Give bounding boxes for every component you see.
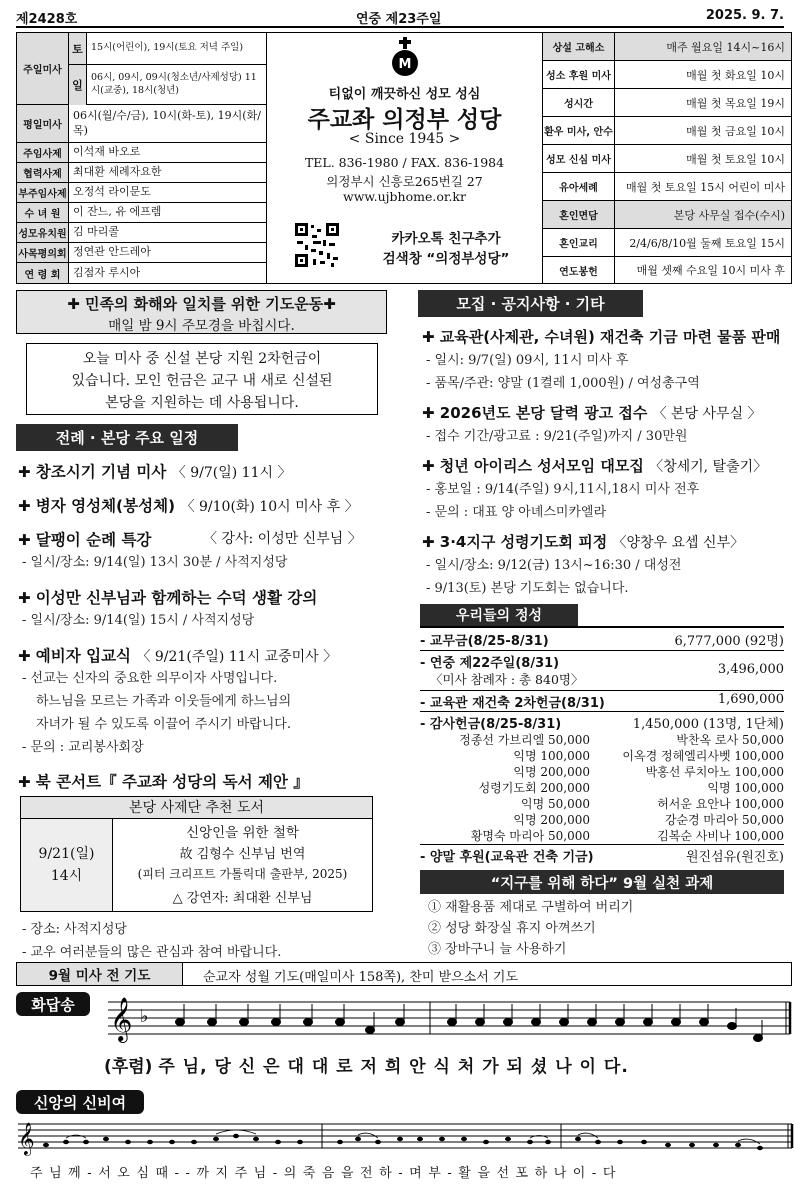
service-label: 혼인교리 [543, 229, 615, 256]
notice-item [422, 531, 744, 552]
cross-icon: ✚ [18, 589, 36, 607]
item-subline: 하느님을 모르는 가족과 이웃들에게 하느님의 [36, 694, 292, 709]
service-label: 유아세례 [543, 173, 615, 200]
svg-text:M: M [398, 57, 412, 72]
item-subline: 자녀가 될 수 있도록 이끌어 주시기 바랍니다. [36, 717, 291, 732]
liturgy-item [18, 644, 337, 666]
donor-entry: 강순경 마리아 50,000 [664, 813, 784, 827]
church-info [267, 33, 542, 283]
staff-row [17, 263, 267, 283]
book-translator: 故 김형수 신부님 번역 [179, 847, 306, 862]
prayer-campaign-box [16, 290, 387, 334]
item-subline: - 선교는 신자의 중요한 의무이자 사명입니다. [22, 671, 278, 686]
church-logo-icon [389, 37, 421, 77]
saturday-row [69, 33, 267, 65]
offering-label: - 연중 제22주일(8/31) [420, 656, 560, 671]
cross-icon: ✚ [422, 328, 440, 346]
service-time: 매월 셋째 수요일 10시 미사 후 [636, 264, 785, 277]
item-subline: - 문의 : 교리봉사회장 [22, 740, 144, 755]
collection-notice-line: 있습니다. 모인 헌금은 교구 내 새로 신설된 [71, 373, 333, 389]
since-year: < Since 1945 > [348, 131, 461, 147]
notice-item [422, 402, 762, 423]
service-time: 매월 첫 목요일 19시 [686, 96, 785, 110]
service-time: 매월 첫 토요일 15시 어린이 미사 [626, 180, 785, 194]
church-address: 의정부시 신흥로265번길 27 [326, 174, 483, 189]
church-name: 주교좌 의정부 성당 [307, 107, 502, 133]
service-label: 환우 미사, 안수 [543, 117, 615, 144]
offering-label: - 감사헌금(8/25-8/31) [420, 717, 562, 732]
mass-prayer-bar [16, 962, 792, 986]
service-time: 매주 월요일 14시~16시 [666, 40, 785, 54]
divider [420, 711, 784, 712]
sunday-times: 06시, 09시, 09시(청소년/사제성당) 11시(교중), 18시(청년) [91, 72, 257, 96]
treble-clef-icon: 𝄞 [110, 997, 133, 1041]
book-event-date [21, 819, 113, 911]
staff-value: 김점자 루시아 [73, 265, 141, 279]
event-time: 14시 [50, 868, 83, 884]
weekday-mass-row [17, 105, 267, 143]
offering-value: 6,777,000 (92명) [674, 634, 784, 649]
collection-notice-line: 본당을 지원하는 데 사용됩니다. [105, 395, 299, 411]
cross-icon: ✚ [18, 773, 36, 791]
flat-icon: ♭ [140, 1006, 149, 1027]
saturday-times: 15시(어린이), 19시(토요 저녁 주일) [91, 42, 244, 54]
mystery-staff [16, 1118, 794, 1160]
item-subline: - 일시/장소: 9/14(일) 15시 / 사적지성당 [22, 613, 255, 628]
item-title: 교육관(사제관, 수녀원) 재건축 기금 마련 물품 판매 [439, 328, 781, 346]
issue-number: 제2428호 [16, 12, 78, 27]
issue-header [16, 6, 784, 28]
book-speaker: △ 강연자: 최대환 신부님 [172, 891, 313, 906]
item-subline: - 품목/주관: 양말 (1켤레 1,000원) / 여성총구역 [426, 376, 700, 391]
offering-row [420, 652, 784, 677]
donor-entry: 황명숙 마리아 50,000 [470, 829, 590, 843]
cross-icon: ✚ [422, 533, 440, 551]
item-detail: 〈 본당 사무실 〉 [652, 406, 762, 422]
earth-section-header: “지구를 위해 하다” 9월 실천 과제 [420, 870, 784, 894]
donor-entry: 박찬옥 로사 50,000 [676, 733, 784, 747]
staff-row [17, 143, 267, 163]
item-title: 예비자 입교식 [35, 647, 132, 665]
donor-entry: 이옥경 정헤엘리사벳 100,000 [622, 749, 784, 763]
divider [420, 626, 784, 628]
responsory-label: 화답송 [16, 992, 90, 1016]
service-row [543, 201, 791, 229]
service-row [543, 33, 791, 61]
mass-prayer-label: 9월 미사 전 기도 [17, 963, 183, 985]
item-subline: - 일시/장소: 9/12(금) 13시~16:30 / 대성전 [426, 558, 682, 573]
sunday-row [69, 65, 267, 105]
offering-label: - 양말 후원(교육관 건축 기금) [420, 850, 594, 865]
mass-prayer-text: 순교자 성월 기도(매일미사 158쪽), 찬미 받으소서 기도 [203, 970, 519, 985]
refrain-marker: (후렴) [104, 1057, 153, 1077]
item-title: 창조시기 기념 미사 [35, 463, 167, 481]
donor-entry: 익명 50,000 [521, 797, 590, 811]
cross-icon: ✚ [18, 497, 36, 515]
book-publisher: (피터 크리프트 가톨릭대 출판부, 2025) [137, 867, 348, 881]
staff-value: 김 마리콜 [73, 225, 120, 239]
service-row [543, 173, 791, 201]
donor-entry: 박홍선 루치아노 100,000 [645, 765, 784, 779]
collection-notice-line: 오늘 미사 중 신설 본당 지원 2차헌금이 [82, 351, 322, 367]
refrain-text: 주 님, 당 신 은 대 대 로 저 희 안 식 처 가 되 셨 나 이 다. [158, 1057, 629, 1077]
item-subline: - 교우 여러분들의 많은 관심과 참여 바랍니다. [22, 945, 282, 960]
service-label: 성소 후원 미사 [543, 61, 615, 88]
staff-label: 부주임사제 [17, 183, 69, 202]
weekday-mass-label: 평일미사 [17, 105, 69, 142]
offering-value: 1,450,000 (13명, 1단체) [632, 717, 784, 732]
book-title: 신앙인을 위한 철학 [186, 825, 299, 841]
notice-item [422, 326, 780, 347]
service-time: 매월 첫 토요일 10시 [686, 152, 785, 166]
service-row [543, 61, 791, 89]
staff-row [17, 183, 267, 203]
right-info [542, 33, 791, 283]
item-title: 병자 영성체(봉성체) [35, 497, 176, 515]
liturgy-item [18, 528, 151, 550]
responsory-lyric [104, 1052, 629, 1077]
donor-entry: 익명 200,000 [513, 813, 590, 827]
item-subline: - 장소: 사적지성당 [22, 922, 127, 937]
info-table [16, 32, 792, 284]
divider [420, 690, 784, 691]
staff-row [17, 163, 267, 183]
offering-attendance: 〈미사 참례자 : 총 840명〉 [430, 672, 584, 687]
service-label: 상설 고해소 [543, 33, 615, 60]
staff-row [17, 223, 267, 243]
weekday-mass-times: 06시(월/수/금), 10시(화-토), 19시(화/목) [73, 108, 261, 137]
offering-row [420, 846, 784, 865]
item-detail: 〈 9/10(화) 10시 미사 후 〉 [180, 499, 359, 515]
staff-row [17, 243, 267, 263]
service-row [543, 89, 791, 117]
staff-label: 주임사제 [17, 143, 69, 162]
staff-label: 성모유치원 [17, 223, 69, 242]
donor-entry: 김복순 사비나 100,000 [657, 829, 784, 843]
item-title: 3·4지구 성령기도회 피정 [439, 533, 608, 551]
staff-value: 이 잔느, 유 에프렘 [73, 205, 162, 219]
cross-icon: ✚ [422, 457, 440, 475]
kakao-add-friend: 카카오톡 친구추가 [391, 231, 501, 247]
service-row [543, 257, 791, 283]
service-label: 성모 신심 미사 [543, 145, 615, 172]
staff-label: 수 녀 원 [17, 203, 69, 222]
item-detail: 〈창세기, 탈출기〉 [649, 459, 768, 475]
item-subline: - 일시: 9/7(일) 09시, 11시 미사 후 [426, 353, 629, 368]
offering-row [420, 713, 784, 732]
book-box-header: 본당 사제단 추천 도서 [21, 797, 372, 819]
prayer-campaign-title: ✚ 민족의 화해와 일치를 위한 기도운동✚ [67, 295, 336, 313]
service-row [543, 117, 791, 145]
earth-task: ② 성당 화장실 휴지 아껴쓰기 [428, 921, 596, 936]
donor-list [420, 731, 784, 847]
item-subline: - 접수 기간/광고료 : 9/21(주일)까지 / 30만원 [426, 429, 688, 444]
sunday-mass-label: 주일미사 [17, 33, 69, 104]
item-title: 북 콘서트『 주교좌 성당의 독서 제안 』 [35, 773, 309, 791]
item-subline: - 9/13(토) 본당 기도회는 없습니다. [426, 581, 629, 596]
notice-item [422, 455, 767, 476]
liturgy-item [18, 586, 317, 608]
divider [420, 650, 784, 651]
item-detail: 〈 강사: 이성만 신부님 〉 [203, 531, 362, 547]
item-subline: - 홍보일 : 9/14(주일) 9시,11시,18시 미사 전후 [426, 482, 700, 497]
treble-clef-icon: 𝄞 [18, 1122, 35, 1155]
item-detail: 〈양창우 요셉 신부〉 [612, 535, 745, 551]
donor-entry: 익명 100,000 [513, 749, 590, 763]
item-title: 달팽이 순례 특강 [35, 531, 152, 549]
responsory-staff [104, 992, 794, 1050]
staff-label: 사목평의회 [17, 243, 69, 262]
collection-notice-box [26, 343, 378, 415]
liturgy-section-header: 전례 · 본당 주요 일정 [16, 424, 238, 451]
service-label: 연도봉헌 [543, 257, 615, 283]
service-time: 본당 사무실 접수(수시) [673, 208, 785, 222]
offering-value: 원진섬유(원진호) [685, 850, 784, 865]
staff-value: 오정석 라이문도 [73, 185, 151, 199]
parish-slogan: 티없이 깨끗하신 성모 성심 [328, 87, 481, 102]
service-row [543, 145, 791, 173]
saturday-label: 토 [69, 33, 87, 64]
service-time: 매월 첫 화요일 10시 [686, 68, 785, 82]
liturgy-item [18, 770, 309, 792]
item-subline: - 문의 : 대표 양 아녜스미카엘라 [426, 505, 607, 520]
service-label: 혼인면담 [543, 201, 615, 228]
staff-value: 정연관 안드레아 [73, 245, 151, 259]
staff-value: 최대환 세례자요한 [73, 165, 162, 179]
service-row [543, 229, 791, 257]
staff-label: 협력사제 [17, 163, 69, 182]
offering-row [420, 630, 784, 649]
notices-section-header: 모집 · 공지사항 · 기타 [418, 290, 643, 317]
event-date: 9/21(일) [38, 846, 95, 862]
prayer-campaign-text: 매일 밤 9시 주모경을 바칩시다. [108, 318, 295, 334]
item-detail: 〈 9/21(주일) 11시 교중미사 〉 [136, 649, 338, 665]
cross-icon: ✚ [422, 404, 440, 422]
donor-entry: 익명 200,000 [513, 765, 590, 779]
staff-row [17, 203, 267, 223]
sunday-mass-row [17, 33, 267, 105]
cross-icon: ✚ [18, 647, 36, 665]
staff-label: 연 령 회 [17, 263, 69, 283]
liturgy-item [18, 494, 359, 516]
contact-phone: TEL. 836-1980 / FAX. 836-1984 [304, 155, 505, 170]
liturgical-week: 연중 제23주일 [356, 12, 442, 27]
offering-value: 3,496,000 [717, 662, 784, 677]
qr-code-icon[interactable] [293, 221, 341, 269]
book-recommendation-box [20, 796, 373, 912]
liturgy-item [18, 460, 291, 482]
donor-entry: 익명 100,000 [707, 781, 784, 795]
earth-task: ① 재활용품 제대로 구별하여 버리기 [428, 900, 634, 915]
donor-entry: 성령기도회 200,000 [478, 781, 590, 795]
item-title: 청년 아이리스 성서모임 대모집 [439, 457, 644, 475]
mystery-of-faith-label: 신앙의 신비여 [16, 1090, 144, 1114]
offering-label: - 교육관 재건축 2차헌금(8/31) [420, 696, 605, 711]
earth-task: ③ 장바구니 늘 사용하기 [428, 942, 567, 957]
service-time: 매월 첫 금요일 10시 [686, 124, 785, 138]
item-title: 2026년도 본당 달력 광고 접수 [439, 404, 648, 422]
cross-icon: ✚ [18, 463, 36, 481]
item-detail: 〈 9/7(일) 11시 〉 [171, 465, 292, 481]
cross-icon: ✚ [18, 531, 36, 549]
offering-section-header: 우리들의 정성 [420, 604, 578, 626]
kakao-search: 검색창 “의정부성당” [382, 251, 510, 267]
donor-entry: 정종선 가브리엘 50,000 [459, 733, 590, 747]
service-time: 2/4/6/8/10월 둘째 토요일 15시 [629, 236, 785, 250]
church-website[interactable]: www.ujbhome.or.kr [343, 189, 466, 204]
item-subline: - 일시/장소: 9/14(일) 13시 30분 / 사적지성당 [22, 555, 288, 570]
service-label: 성시간 [543, 89, 615, 116]
offering-value: 1,690,000 [717, 692, 784, 707]
offering-row [420, 692, 784, 711]
item-title: 이성만 신부님과 함께하는 수덕 생활 강의 [35, 589, 318, 607]
mystery-lyric: 주 님 께 - 서 오 심 때 - - 까 지 주 님 - 의 죽 음 을 전 하 - 며 부 - 활 을 선 포 하 나 이 - 다 [30, 1166, 617, 1181]
divider [420, 844, 784, 845]
issue-date: 2025. 9. 7. [705, 8, 784, 23]
staff-value: 이석재 바오로 [73, 145, 141, 159]
sunday-label: 일 [69, 65, 87, 105]
offering-label: - 교무금(8/25-8/31) [420, 634, 549, 649]
donor-entry: 허서운 요안나 100,000 [657, 797, 784, 811]
left-info [17, 33, 267, 283]
